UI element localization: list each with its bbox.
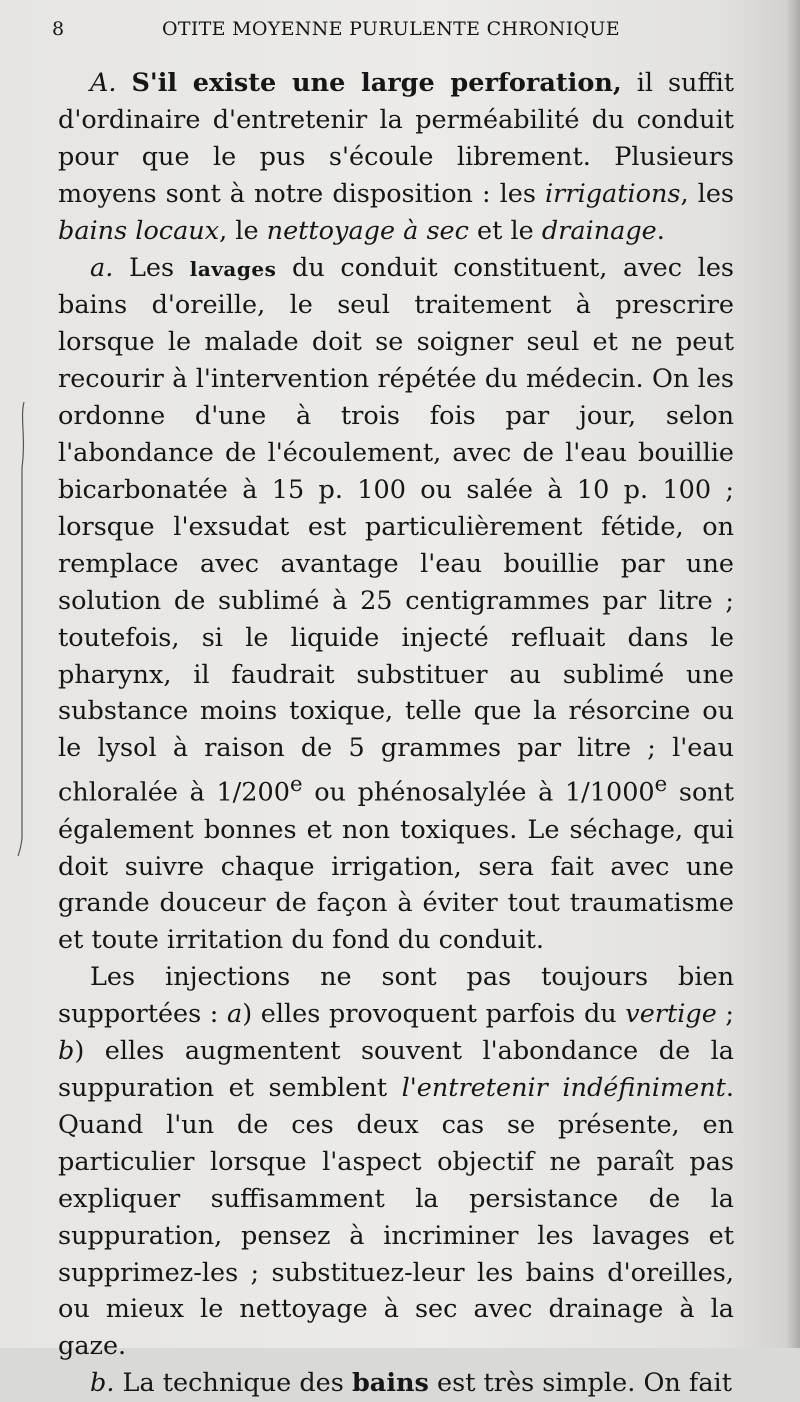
list-label: b — [58, 1036, 75, 1067]
italic-term: vertige — [625, 999, 717, 1030]
italic-term: drainage — [541, 215, 657, 246]
section-A-heading: S'il existe une large perforation, — [131, 68, 622, 98]
paragraph-b — [58, 1365, 734, 1402]
text-run: du conduit constituent, avec les bains d'oreille, le seul traitement à prescrire lorsque le malade doit se soigner seul et ne peut recourir à l'intervention répétée du médecin. On les ordonne d'une à trois fois par jour, selon l'abondance de l'écoulement, avec de l'eau bouillie bicarbonatée à 15 p. 100 ou salée à 10 p. 100 ; lorsque l'exsudat est particulièrement fétide, on remplace avec avantage l'eau bouillie par une solution de sublimé à 25 centigrammes par litre ; toutefois, si le liquide injecté refluait dans le pharynx, il faudrait substituer au sublimé une substance moins toxique, telle que la résorcine ou le lysol à raison de 5 grammes par litre ; l'eau chloralée à 1/200 — [58, 252, 734, 808]
paragraph-injections — [58, 959, 734, 1365]
text-run: ou phénosalylée à 1/1000 — [302, 777, 655, 808]
text-run: sont également bonnes et non toxiques. Le séchage, qui doit suivre chaque irrigation, sera fait avec une grande douceur de façon à éviter tout traumatisme et toute irritation du fond du conduit. — [58, 777, 735, 956]
page-edge-shadow — [786, 0, 800, 1348]
text-run: Les injections ne sont pas toujours bien supportées : — [58, 962, 734, 1030]
text-run: . Quand l'un de ces deux cas se présente, en particulier lorsque l'aspect objectif ne paraît pas expliquer suffisamment la persistance de la suppuration, pensez à incriminer les lavages et supprimez-les ; substituez-leur les bains d'oreilles, ou mieux le nettoyage à sec avec drainage à la gaze. — [58, 1072, 734, 1362]
body-text — [58, 65, 734, 1402]
text-run: est très simple. On fait — [428, 1368, 732, 1399]
text-run: ) elles provoquent parfois du — [242, 999, 626, 1030]
list-label: a — [226, 999, 243, 1030]
italic-term: bains locaux — [58, 215, 220, 246]
paragraph-A — [58, 65, 734, 250]
text-run: , le — [219, 215, 267, 246]
running-title: OTITE MOYENNE PURULENTE CHRONIQUE — [162, 18, 620, 40]
italic-term: l'entretenir indéfiniment — [401, 1072, 726, 1103]
text-run: ; — [716, 999, 734, 1030]
margin-pen-mark — [18, 398, 28, 858]
page-number: 8 — [52, 18, 65, 40]
text-run: ) elles augmentent souvent l'abondance de la suppuration et semblent — [58, 1036, 734, 1103]
keyword-bains: bains — [351, 1368, 429, 1399]
italic-term: irrigations — [545, 178, 681, 209]
text-run: La technique des — [114, 1368, 352, 1399]
text-run: Les — [113, 252, 190, 283]
running-header — [52, 16, 752, 46]
keyword-lavages: lavages — [189, 256, 277, 281]
text-run: , les — [680, 178, 734, 209]
text-run: et le — [468, 215, 542, 246]
text-run: il suffit d'ordinaire d'entretenir la perméabilité du conduit pour que le pus s'écoule librement. Plusieurs moyens sont à notre disposition : les — [58, 68, 734, 209]
italic-term: nettoyage à sec — [266, 215, 469, 246]
superscript: e — [289, 772, 303, 798]
section-A-label: A. — [90, 68, 117, 98]
paragraph-a — [58, 250, 734, 960]
section-b-label: b. — [90, 1368, 115, 1399]
section-a-label: a. — [90, 252, 114, 283]
text-run: . — [656, 215, 665, 246]
superscript: e — [654, 772, 668, 798]
